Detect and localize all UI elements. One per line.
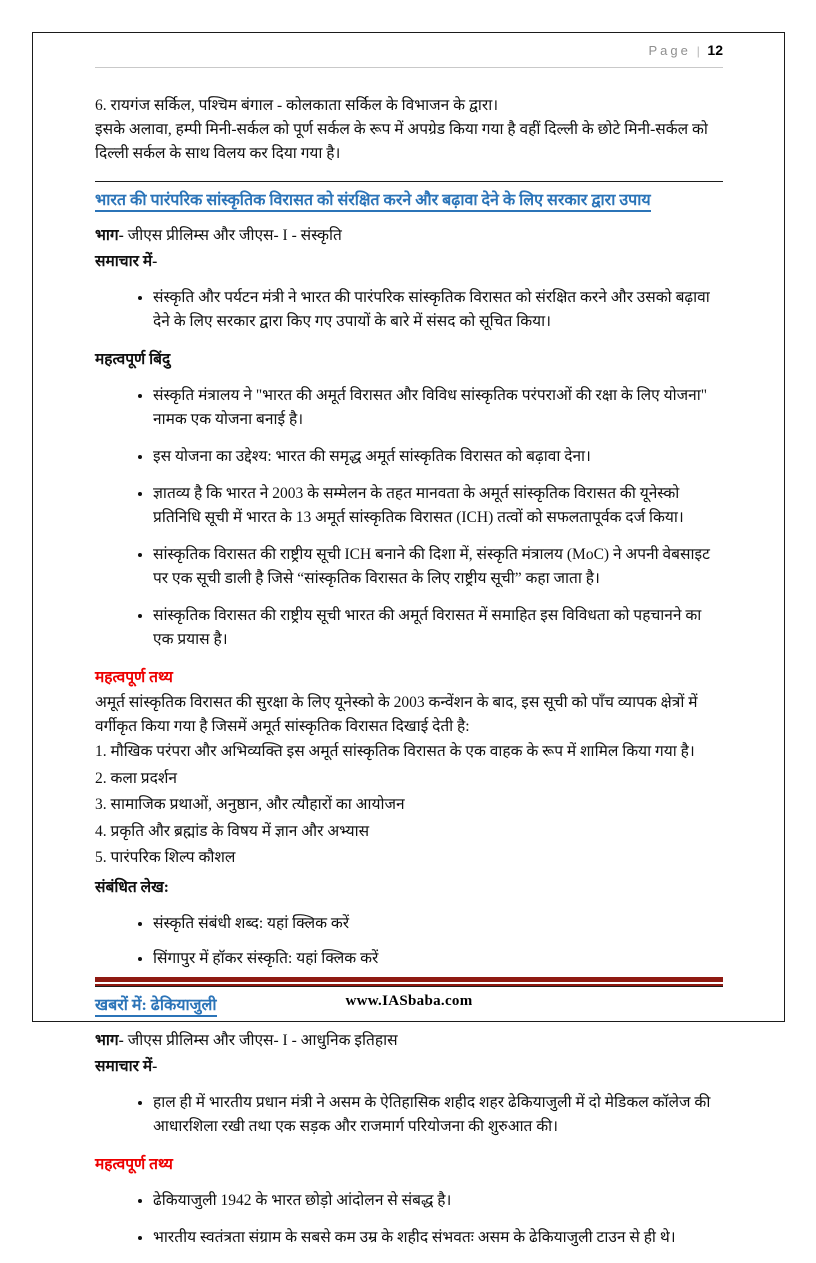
news-bullet: • संस्कृति और पर्यटन मंत्री ने भारत की पारंपरिक सांस्कृतिक विरासत को संरक्षित करने और उसको बढ़ावा देने के लिए सरकार द्वारा किए गए उपायों के बारे में संसद को सूचित किया।: [153, 286, 723, 334]
page-number: 12: [707, 42, 723, 58]
intro-block: [95, 94, 723, 166]
page-separator: |: [696, 43, 700, 58]
section2-in-news-list: [95, 1091, 723, 1139]
key-point-item: • सांस्कृतिक विरासत की राष्ट्रीय सूची ICH बनाने की दिशा में, संस्कृति मंत्रालय (MoC) ने अपनी वेबसाइट पर एक सूची डाली है जिसे “सांस्कृतिक विरासत के लिए राष्ट्रीय सूची” कहा जाता है।: [153, 543, 723, 591]
numbered-item: 5. पारंपरिक शिल्प कौशल: [95, 849, 236, 866]
section1-in-news-list: [95, 286, 723, 334]
section1-key-points-list: [95, 384, 723, 652]
news-bullet: • हाल ही में भारतीय प्रधान मंत्री ने असम के ऐतिहासिक शहीद शहर ढेकियाजुली में दो मेडिकल कॉलेज की आधारशिला रखी तथा एक सड़क और राजमार्ग परियोजना की शुरुआत की।: [153, 1091, 723, 1139]
numbered-item: 2. कला प्रदर्शन: [95, 769, 177, 787]
section2-title-text: खबरों में: ढेकियाजुली: [95, 997, 217, 1017]
classification-list: [95, 739, 723, 872]
page-header: [95, 42, 723, 68]
key-facts-intro: अमूर्त सांस्कृतिक विरासत की सुरक्षा के लिए यूनेस्को के 2003 कन्वेंशन के बाद, इस सूची को पाँच व्यापक क्षेत्रों में वर्गीकृत किया गया है जिसमें अमूर्त सांस्कृतिक विरासत दिखाई देती है:: [95, 694, 698, 735]
numbered-item: 3. सामाजिक प्रथाओं, अनुष्ठान, और त्यौहारों का आयोजन: [95, 796, 405, 813]
related-articles-list: [95, 912, 723, 971]
numbered-item: 1. मौखिक परंपरा और अभिव्यक्ति इस अमूर्त सांस्कृतिक विरासत के एक वाहक के रूप में शामिल किया गया है।: [95, 743, 695, 760]
site-link[interactable]: www.IASbaba.com: [345, 993, 473, 1009]
page-footer: [95, 977, 723, 1010]
footer-bar-thin: [95, 984, 723, 986]
related-articles-label: संबंधित लेख:: [95, 878, 169, 896]
part-label: भाग-: [95, 227, 124, 244]
key-point-item: • सांस्कृतिक विरासत की राष्ट्रीय सूची भारत की अमूर्त विरासत में समाहित इस विविधता को पहचानने का एक प्रयास है।: [153, 604, 723, 652]
numbered-item: 4. प्रकृति और ब्रह्मांड के विषय में ज्ञान और अभ्यास: [95, 822, 370, 840]
footer-bar-thick: [95, 977, 723, 982]
intro-line-1: 6. रायगंज सर्किल, पश्चिम बंगाल - कोलकाता सर्किल के विभाजन के द्वारा।: [95, 97, 499, 114]
section1-title-text: भारत की पारंपरिक सांस्कृतिक विरासत को संरक्षित करने और बढ़ावा देने के लिए सरकार द्वारा उपाय: [95, 192, 651, 212]
key-fact-item: • ढेकियाजुली 1942 के भारत छोड़ो आंदोलन से संबद्ध है।: [153, 1189, 723, 1213]
section1-in-news-label: समाचार में-: [95, 253, 158, 270]
intro-line-2: इसके अलावा, हम्पी मिनी-सर्कल को पूर्ण सर्कल के रूप में अपग्रेड किया गया है वहीं दिल्ली के छोटे मिनी-सर्कल को दिल्ली सर्कल के साथ विलय कर दिया गया है।: [95, 121, 708, 162]
section1-title: [95, 189, 723, 213]
section1-key-facts-label: महत्वपूर्ण तथ्य: [95, 669, 173, 686]
section2-part-line: [95, 1028, 723, 1053]
page-label: Page: [648, 43, 691, 58]
page-content: [95, 42, 723, 1263]
part-label: भाग-: [95, 1031, 124, 1049]
part-value: जीएस प्रीलिम्स और जीएस- I - आधुनिक इतिहास: [123, 1031, 398, 1049]
section2-key-facts-list: [95, 1189, 723, 1250]
section1-key-points-label: महत्वपूर्ण बिंदु: [95, 351, 171, 368]
section1-part-line: [95, 223, 723, 248]
section2-key-facts-label: महत्वपूर्ण तथ्य: [95, 1155, 173, 1173]
key-point-item: • इस योजना का उद्देश्य: भारत की समृद्ध अमूर्त सांस्कृतिक विरासत को बढ़ावा देना।: [153, 445, 723, 469]
key-point-item: • ज्ञातव्य है कि भारत ने 2003 के सम्मेलन के तहत मानवता के अमूर्त सांस्कृतिक विरासत की यूनेस्को प्रतिनिधि सूची में भारत के 13 अमूर्त सांस्कृतिक विरासत (ICH) तत्वों को सफलतापूर्वक दर्ज किया।: [153, 482, 723, 530]
section-divider: [95, 181, 723, 182]
key-point-item: • संस्कृति मंत्रालय ने "भारत की अमूर्त विरासत और विविध सांस्कृतिक परंपराओं की रक्षा के लिए योजना" नामक एक योजना बनाई है।: [153, 384, 723, 432]
key-fact-item: • भारतीय स्वतंत्रता संग्राम के सबसे कम उम्र के शहीद संभवतः असम के ढेकियाजुली टाउन से ही थे।: [153, 1226, 723, 1250]
related-link-item[interactable]: • संस्कृति संबंधी शब्द: यहां क्लिक करें: [153, 912, 723, 936]
related-link-item[interactable]: • सिंगापुर में हॉकर संस्कृति: यहां क्लिक करें: [153, 947, 723, 971]
section2-in-news-label: समाचार में-: [95, 1057, 158, 1075]
part-value: जीएस प्रीलिम्स और जीएस- I - संस्कृति: [123, 227, 342, 244]
